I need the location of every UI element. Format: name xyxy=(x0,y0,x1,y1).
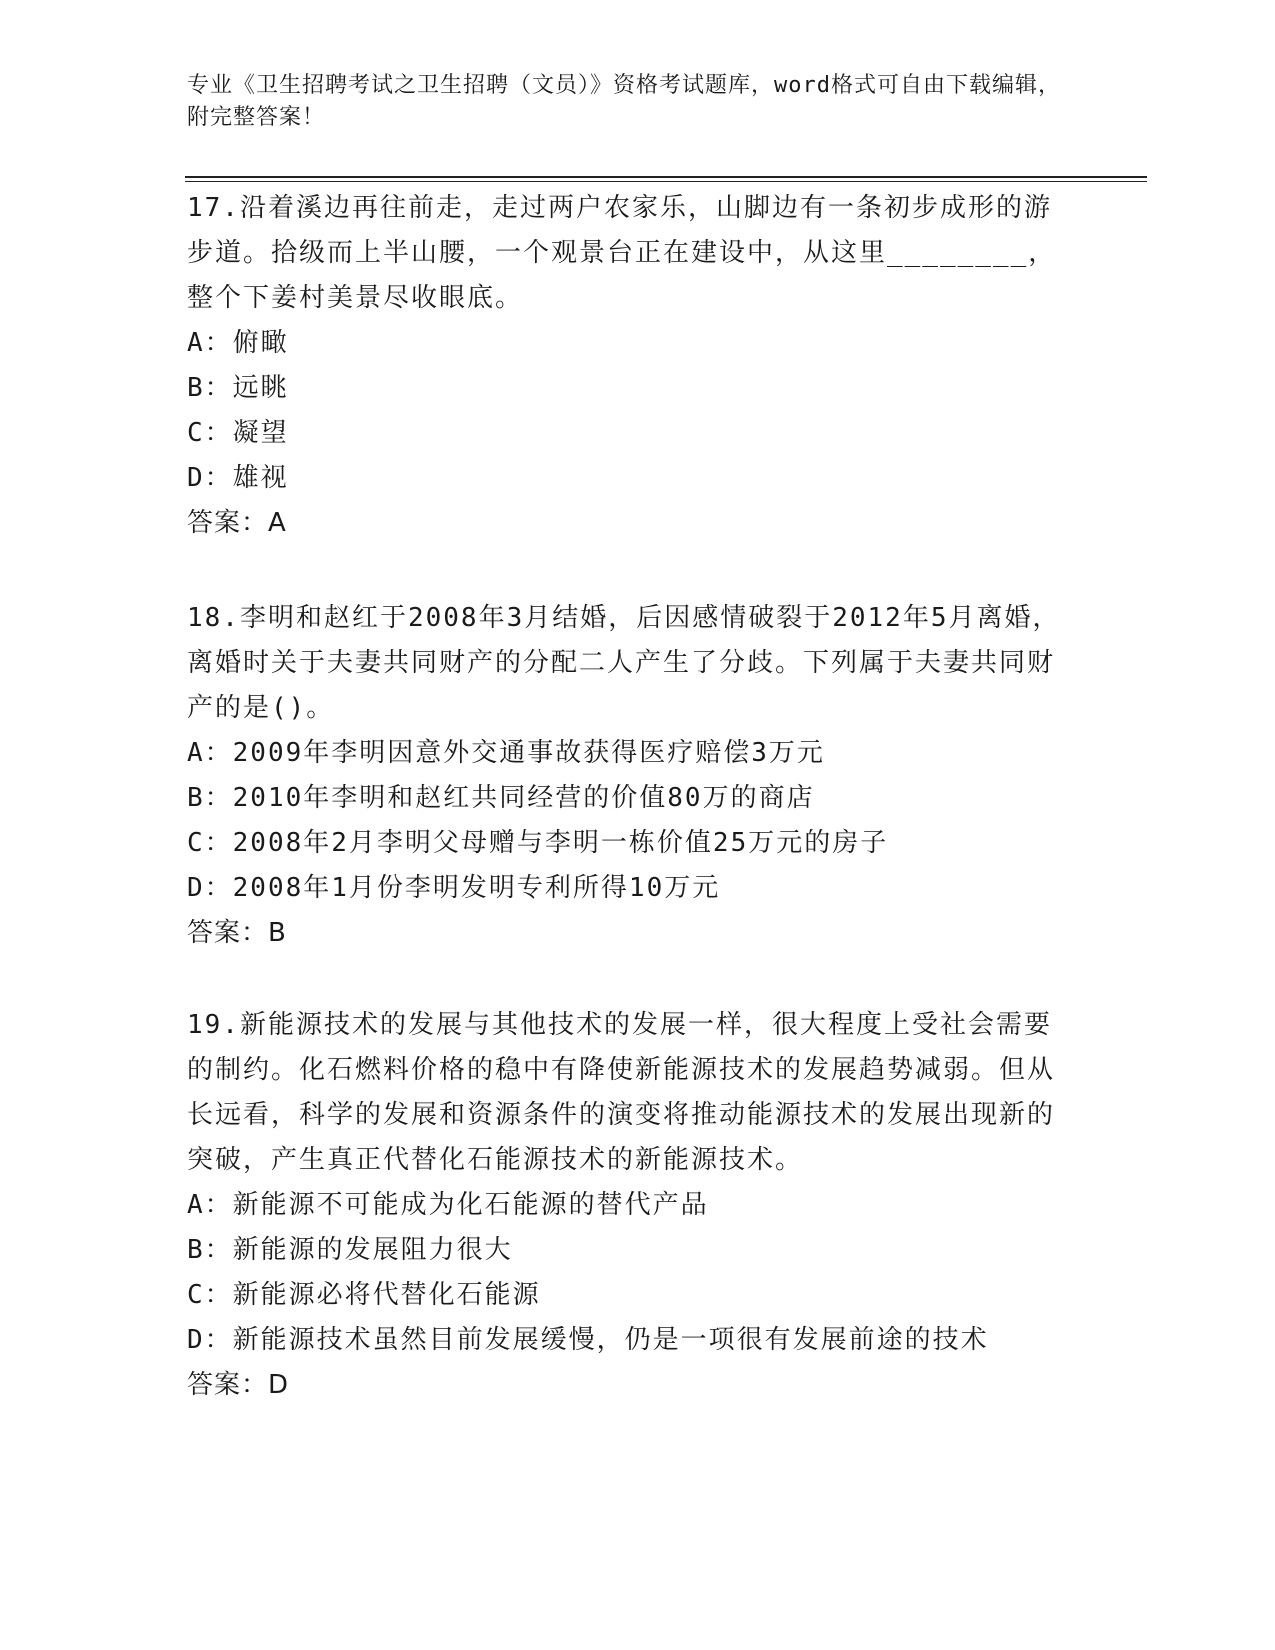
header-divider-thin xyxy=(185,181,1147,182)
option-b: B：新能源的发展阻力很大 xyxy=(187,1235,513,1265)
question-text: 18.李明和赵红于2008年3月结婚，后因感情破裂于2012年5月离婚，离婚时关于夫妻共同财产的分配二人产生了分歧。下列属于夫妻共同财产的是()。 xyxy=(187,603,1061,723)
document-header: 专业《卫生招聘考试之卫生招聘（文员）》资格考试题库，word格式可自由下载编辑，附完整答案！ xyxy=(187,73,1061,130)
question-text: 17.沿着溪边再往前走，走过两户农家乐，山脚边有一条初步成形的游步道。拾级而上半山腰，一个观景台正在建设中，从这里________，整个下姜村美景尽收眼底。 xyxy=(187,193,1057,313)
option-b: B：2010年李明和赵红共同经营的价值80万的商店 xyxy=(187,783,815,813)
answer: 答案：A xyxy=(187,508,287,538)
question-17 xyxy=(187,186,1067,546)
question-text: 19.新能源技术的发展与其他技术的发展一样，很大程度上受社会需要的制约。化石燃料价格的稳中有降使新能源技术的发展趋势减弱。但从长远看，科学的发展和资源条件的演变将推动能源技术的发展出现新的突破，产生真正代替化石能源技术的新能源技术。 xyxy=(187,1010,1056,1175)
option-d: D：2008年1月份李明发明专利所得10万元 xyxy=(187,873,721,903)
option-d: D：新能源技术虽然目前发展缓慢，仍是一项很有发展前途的技术 xyxy=(187,1325,989,1355)
option-a: A：俯瞰 xyxy=(187,328,289,358)
option-d: D：雄视 xyxy=(187,463,289,493)
option-c: C：2008年2月李明父母赠与李明一栋价值25万元的房子 xyxy=(187,828,889,858)
answer: 答案：B xyxy=(187,918,287,948)
option-c: C：新能源必将代替化石能源 xyxy=(187,1280,541,1310)
answer: 答案：D xyxy=(187,1370,290,1400)
option-b: B：远眺 xyxy=(187,373,289,403)
option-a: A：2009年李明因意外交通事故获得医疗赔偿3万元 xyxy=(187,738,825,768)
header-divider-thick xyxy=(185,176,1147,178)
option-a: A：新能源不可能成为化石能源的替代产品 xyxy=(187,1190,709,1220)
option-c: C：凝望 xyxy=(187,418,289,448)
question-19 xyxy=(187,1003,1067,1408)
question-18 xyxy=(187,596,1067,956)
